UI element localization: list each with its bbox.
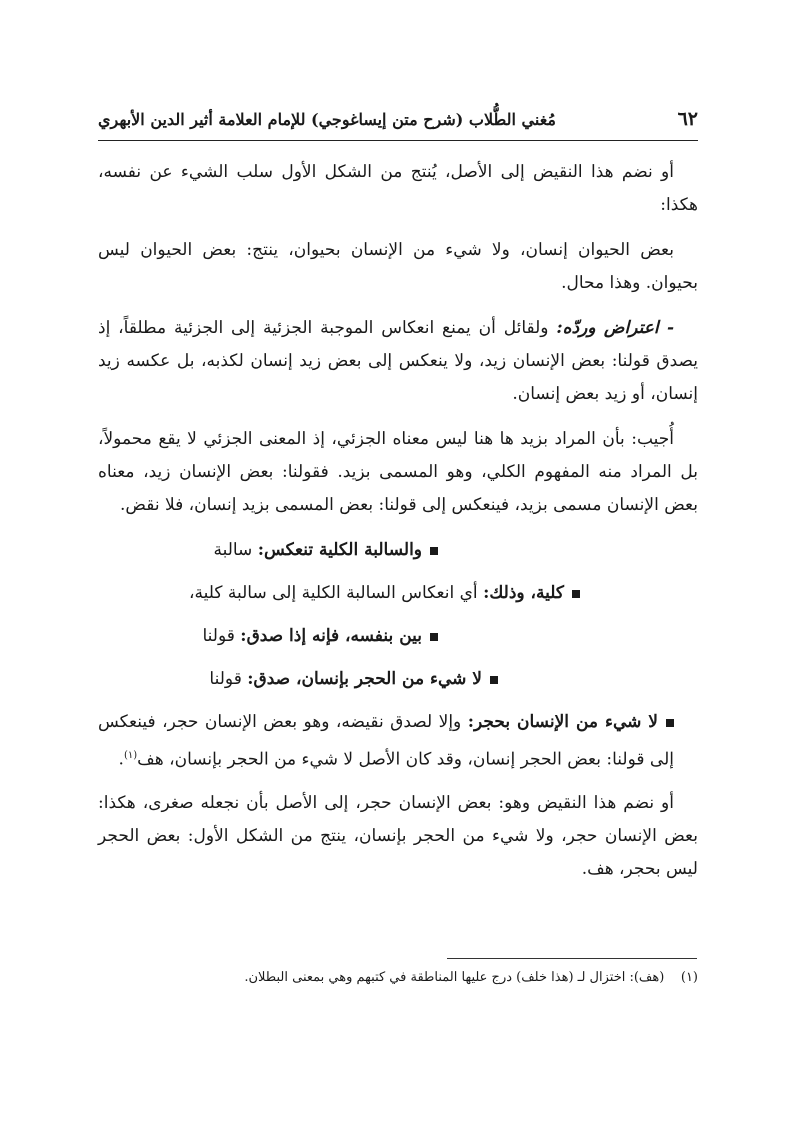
- bullet-text: قولنا: [209, 669, 242, 689]
- footnote-marker: (١): [680, 970, 698, 985]
- running-title: مُغني الطُّلاب (شرح متن إيساغوجي) للإمام العلامة أثير الدين الأبهري: [98, 109, 556, 129]
- page-number: ٦٢: [677, 108, 698, 130]
- bullet-item: [98, 663, 698, 696]
- bullet-text: سالبة: [213, 540, 253, 560]
- square-bullet-icon: [430, 547, 438, 555]
- bullet-text: أي انعكاس السالبة الكلية إلى سالبة كلية،: [189, 583, 478, 603]
- bullet-item: [98, 534, 698, 567]
- footnote: [98, 966, 698, 990]
- bullet-bold: لا شيء من الحجر بإنسان، صدق:: [247, 669, 482, 689]
- bullet-item: [98, 620, 698, 653]
- bullet-bold: كلية، وذلك:: [483, 583, 564, 603]
- bullet-item: [98, 577, 698, 610]
- paragraph-3-text: ولقائل أن يمنع انعكاس الموجبة الجزئية إلى الجزئية مطلقاً، إذ يصدق قولنا: بعض الإنسان زيد، ولا ينعكس إلى بعض زيد إنسان لكذبه، بل عكسه زيد إنسان، أو زيد بعض إنسان.: [98, 318, 698, 404]
- square-bullet-icon: [666, 719, 674, 727]
- square-bullet-icon: [572, 590, 580, 598]
- paragraph-1: أو نضم هذا النقيض إلى الأصل، يُنتج من الشكل الأول سلب الشيء عن نفسه، هكذا:: [98, 162, 698, 215]
- bullet-bold: لا شيء من الإنسان بحجر:: [467, 712, 659, 732]
- footnote-text: (هف): اختزال لـ (هذا خلف) درج عليها المناطقة في كتبهم وهي بمعنى البطلان.: [244, 970, 665, 985]
- bullet-tail: .: [118, 749, 124, 770]
- objection-heading: - اعتراض وردّه:: [556, 318, 675, 338]
- paragraph-5: أو نضم هذا النقيض وهو: بعض الإنسان حجر، إلى الأصل بأن نجعله صغرى، هكذا: بعض الإنسان حجر، ولا شيء من الحجر بإنسان، ينتج من الشكل الأول: بعض الحجر ليس بحجر، هف.: [98, 792, 698, 879]
- page-header: [98, 100, 698, 138]
- square-bullet-icon: [490, 676, 498, 684]
- header-divider: [98, 140, 698, 141]
- bullet-bold: بين بنفسه، فإنه إذا صدق:: [240, 626, 422, 646]
- paragraph-3: [98, 312, 698, 411]
- bullet-list: [98, 534, 698, 777]
- footnote-divider: [447, 958, 697, 959]
- paragraph-2: بعض الحيوان إنسان، ولا شيء من الإنسان بحيوان، ينتج: بعض الحيوان ليس بحيوان. وهذا محال.: [98, 240, 698, 293]
- footnote-reference: (١): [123, 750, 138, 761]
- bullet-text: قولنا: [202, 626, 235, 646]
- bullet-item: [98, 706, 698, 777]
- square-bullet-icon: [430, 633, 438, 641]
- bullet-bold: والسالبة الكلية تنعكس:: [257, 540, 422, 560]
- paragraph-4: أُجيب: بأن المراد بزيد ها هنا ليس معناه الجزئي، إذ المعنى الجزئي لا يقع محمولاً، بل المراد منه المفهوم الكلي، وهو المسمى بزيد. فقولنا: بعض الإنسان زيد، معناه بعض الإنسان مسمى بزيد، فينعكس إلى قولنا: بعض المسمى بزيد إنسان، فلا نقض.: [98, 429, 698, 515]
- bullet-text: وإلا لصدق نقيضه، وهو بعض الإنسان حجر، فينعكس إلى قولنا: بعض الحجر إنسان، وقد كان الأصل لا شيء من الحجر بإنسان، هف: [98, 712, 674, 770]
- main-text: [98, 156, 698, 898]
